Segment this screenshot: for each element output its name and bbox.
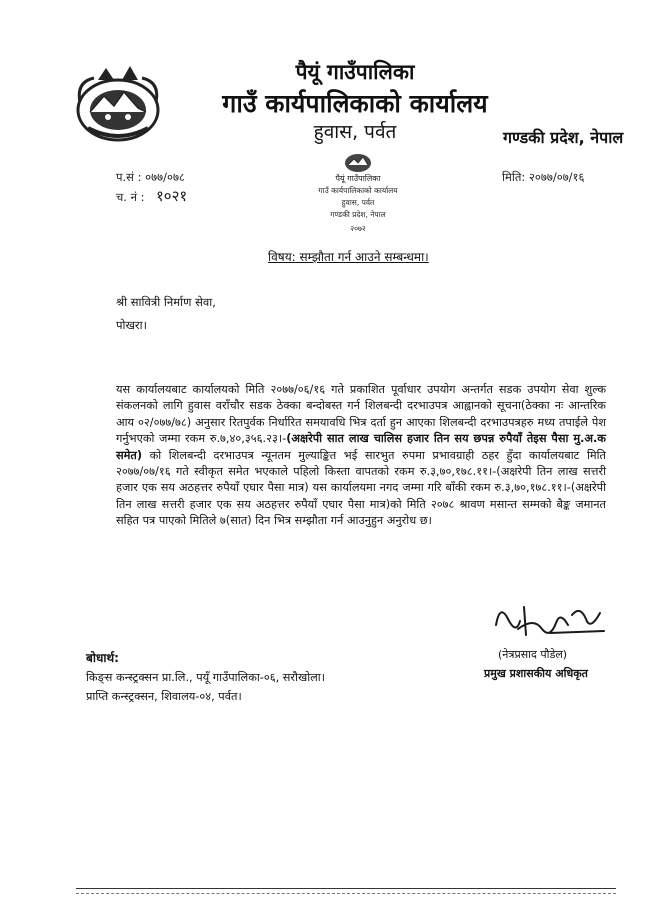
addressee-city: पोखरा।	[116, 318, 147, 332]
letter-subject: विषय: सम्झौता गर्न आउने सम्बन्धमा।	[268, 250, 429, 264]
body-part-1: यस कार्यालयबाट कार्यालयको मिति २०७७/०६/१६ गते प्रकाशित पूर्वाधार उपयोग अन्तर्गत सडक उपयोग सेवा शुल्क संकलनको लागि हुवास वराँचौर सडक ठेक्का बन्दोबस्त गर्न शिलबन्दी दरभाउपत्र आह्वानको सूचना(ठेक्का नः आन्तरिक आय ०२/०७७/७८) अनुसार रितपुर्वक निर्धारित समयावधि भित्र दर्ता हुन आएका शिलबन्दी दरभाउपत्रहरु मध्य तपाईले पेश गर्नुभएको जम्मा रकम रु.७,४०,३५६.२३।-	[116, 383, 606, 446]
office-location: हुवास, पर्वत	[313, 121, 397, 143]
letter-date: मिति: २०७७/०७/१६	[502, 170, 585, 184]
office-title: गाउँ कार्यपालिकाको कार्यालय	[222, 89, 488, 118]
dispatch-label: च. नं :	[116, 190, 145, 204]
cc-item: किङ्स कन्स्ट्रक्सन प्रा.लि., पयूँ गाउँपालिका-०६, सरौखोला।	[86, 671, 326, 684]
letter-body	[116, 382, 606, 530]
stamp-emblem-icon	[345, 154, 371, 172]
footer-divider-dashed	[76, 893, 616, 894]
signatory-title: प्रमुख प्रशासकीय अधिकृत	[484, 667, 588, 680]
nepal-emblem-icon	[68, 62, 168, 148]
handwritten-signature	[490, 595, 610, 645]
cc-item: प्राप्ति कन्स्ट्रक्सन, शिवालय-०४, पर्वत।	[86, 690, 242, 703]
stamp-line-1: पैयूं गाउँपालिका	[335, 174, 381, 183]
province-name: गण्डकी प्रदेश, नेपाल	[503, 128, 624, 147]
dispatch-number: १०२१	[156, 187, 188, 205]
cc-label: बोधार्थ:	[86, 651, 119, 665]
municipality-name: पैयूं गाउँपालिका	[295, 60, 415, 84]
stamp-line-4: गण्डकी प्रदेश, नेपाल	[330, 210, 386, 219]
stamp-line-3: हुवास, पर्वत	[341, 198, 375, 207]
office-stamp	[306, 147, 410, 251]
footer-divider	[76, 888, 616, 889]
stamp-line-5: २०७२	[350, 224, 366, 233]
signatory-name: (नेत्रप्रसाद पौडेल)	[498, 648, 568, 661]
stamp-line-2: गाउँ कार्यपालिकाको कार्यालय	[318, 186, 398, 195]
body-part-2: को शिलबन्दी दरभाउपत्र न्यूनतम मुल्याङ्कित भई सारभुत रुपमा प्रभावग्राही ठहर हुँदा कार्यालयबाट मिति २०७७/०७/१६ गते स्वीकृत समेत भएकाले पहिलो किस्ता वापतको रकम रु.३,७०,१७८.११।-(अक्षरेपी तिन लाख सत्तरी हजार एक सय अठहत्तर रुपैयाँ एघार पैसा मात्र) यस कार्यालयमा नगद जम्मा गरि बाँकी रकम रु.३,७०,१७८.११।-(अक्षरेपी तिन लाख सत्तरी हजार एक सय अठहत्तर रुपैयाँ एघार पैसा मात्र)को मिति २०७८ श्रावण मसान्त सम्मको बैङ्क जमानत सहित पत्र पाएको मितिले ७(सात) दिन भित्र सम्झौता गर्न आउनुहुन अनुरोध छ।	[116, 448, 607, 528]
body-amount-in-words: (अक्षरेपी सात लाख चालिस हजार तिन सय छपन्न रुपैयाँ तेइस पैसा मु.अ.क समेत)	[116, 432, 606, 462]
addressee-name: श्री सावित्री निर्माण सेवा,	[116, 295, 216, 309]
reference-number: प.सं : ०७७/०७८	[116, 170, 185, 184]
